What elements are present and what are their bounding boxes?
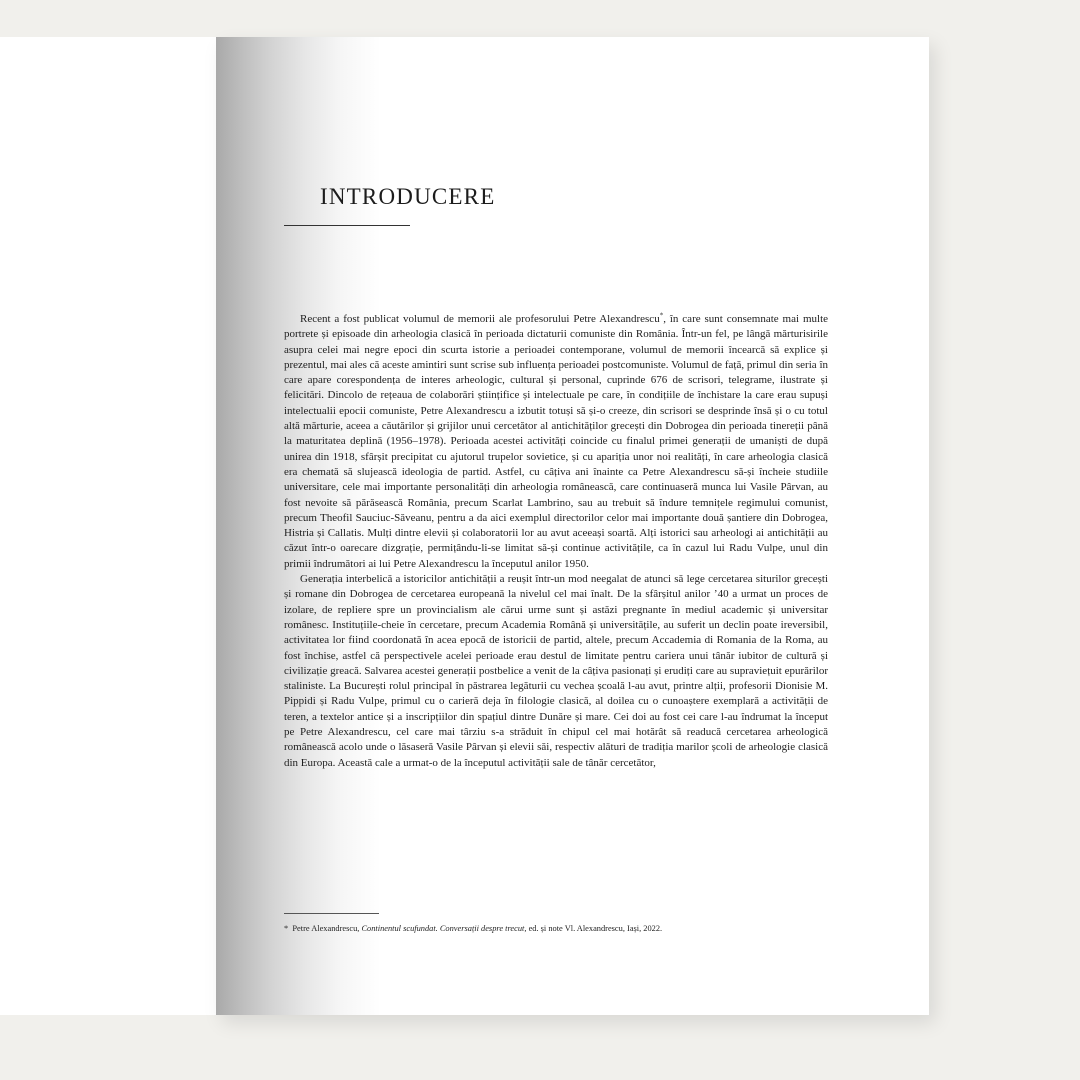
body-text (284, 312, 828, 771)
footnote-mark: * (284, 924, 289, 933)
footnote (284, 923, 844, 935)
paragraph-2-text: Generația interbelică a istoricilor antichității a reușit într-un mod neegalat de atunci să lege cercetarea siturilor grecești și romane din Dobrogea de cercetarea europeană la nivelul cel mai înalt. De la sfârșitul anilor ’40 a urmat un proces de izolare, de repliere spre un provincialism ale cărui urme sunt și astăzi pregnante în mediul academic și universitar românesc. Instituțiile-cheie în cercetare, precum Academia Română și universitățile, au suferit un declin poate ireversibil, activitatea lor fiind coordonată în acea epocă de istoricii de partid, altele, precum Accademia di Romania de la Roma, au fost închise, astfel că perspectivele acelei perioade erau destul de limitate pentru cariera unui tânăr iubitor de cultură și civilizație greacă. Salvarea acestei generații postbelice a venit de la câțiva pasionați și erudiți care au supraviețuit epurărilor staliniste. La București rolul principal în păstrarea legăturii cu vechea școală l-au avut, printre alții, profesorii Dionisie M. Pippidi și Radu Vulpe, primul cu o carieră deja în filologie clasică, al doilea cu o cunoaștere exemplară a activității de teren, a textelor antice și a inscripțiilor din spațiul dintre Dunăre și mare. Cei doi au fost cei care l-au îndrumat la început pe Petre Alexandrescu, cel care mai târziu s-a străduit în chipul cel mai hotărât să readucă cercetarea arheologică românească acolo unde o lăsaseră Vasile Pârvan și elevii săi, respectiv alături de tradiția marilor școli de arheologie clasică din Europa. Această cale a urmat-o de la începutul activității sale de tânăr cercetător, (284, 573, 828, 769)
background-strip (0, 37, 217, 1015)
footnote-details: , ed. și note Vl. Alexandrescu, Iași, 2022. (524, 924, 663, 933)
book-page (216, 37, 929, 1015)
paragraph-1-text: Recent a fost publicat volumul de memorii ale profesorului Petre Alexandrescu (300, 313, 660, 325)
footnote-work-title: Continentul scufundat. Conversații despre trecut (361, 924, 525, 933)
footnote-reference: * (659, 311, 664, 320)
footnote-author: Petre Alexandrescu, (292, 924, 360, 933)
paragraph-1 (284, 312, 828, 572)
title-underline (284, 225, 410, 226)
paragraph-2 (284, 572, 828, 771)
chapter-title: INTRODUCERE (320, 184, 496, 209)
footnote-rule (284, 913, 379, 914)
paragraph-1-continued: , în care sunt consemnate mai multe portrete și episoade din arheologia clasică în perioada dictaturii comuniste din România. Într-un fel, pe lângă mărturisirile asupra celei mai negre epoci din scurta istorie a perioadei contemporane, volumul de memorii încearcă să explice și prezentul, mai ales că aceste amintiri sunt scrise sub influența perioadei postcomuniste. Volumul de față, primul din seria în care apare corespondența de interes arheologic, cultural și personal, cuprinde 676 de scrisori, telegrame, ilustrate și felicitări. Dincolo de rețeaua de colaborări științifice și intelectuale pe care, în condițiile de închistare la care erau supuși intelectualii epocii comuniste, Petre Alexandrescu a izbutit totuși să și-o creeze, din scrisori se desprinde însă și o cu totul altă mărturie, aceea a căutărilor și grijilor unui cercetător al antichităților grecești din Dobrogea din perioada tinereții până la maturitatea deplină (1956–1978). Perioada acestei activități coincide cu finalul primei generații de umaniști de după unirea din 1918, sfârșit precipitat cu ajutorul trupelor sovietice, și cu apariția unor noi realități, în care arheologia clasică era chemată să slujească ideologia de partid. Astfel, cu câțiva ani înainte ca Petre Alexandrescu să-și încheie studiile universitare, cele mai importante personalități din arheologia românească, care continuaseră munca lui Vasile Pârvan, au fost nevoite să părăsească România, precum Scarlat Lambrino, sau au trebuit să îndure temnițele regimului comunist, precum Theofil Sauciuc-Săveanu, pentru a da aici exemplul directorilor celor mai importante două șantiere din Dobrogea, Histria și Callatis. Mulți dintre elevii și colaboratorii lor au avut aceeași soartă. Alți istorici sau arheologi ai antichității au căzut într-o oarecare dizgrație, permițându-li-se limitat să-și continue activitățile, ca în cazul lui Radu Vulpe, unul din primii îndrumători ai lui Petre Alexandrescu la începutul anilor 1950. (284, 313, 829, 570)
